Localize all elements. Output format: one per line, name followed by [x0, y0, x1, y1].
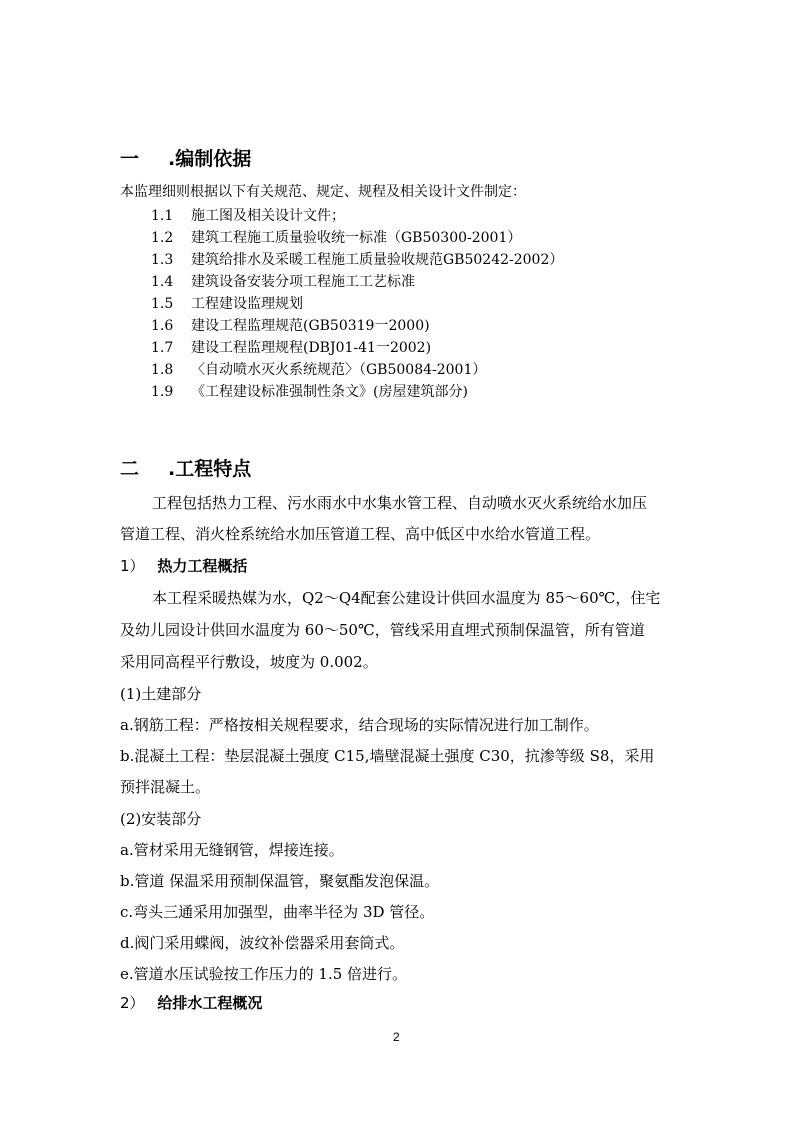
section-2-title: .工程特点	[168, 458, 252, 480]
heating-paragraph-line: 及幼儿园设计供回水温度为 60～50℃，管线采用直埋式预制保温管，所有管道	[120, 621, 645, 639]
install-item-b: b.管道 保温采用预制保温管，聚氨酯发泡保温。	[120, 872, 440, 890]
section-2-heading	[120, 457, 251, 481]
reference-item-number: 1.7	[151, 340, 174, 356]
reference-item-number: 1.8	[151, 362, 174, 378]
subsection-2-number: 2）	[120, 994, 145, 1012]
reference-list-item	[151, 249, 563, 271]
reference-item-text: 建设工程监理规程(DBJ01-41一2002)	[191, 340, 432, 356]
subsection-1-number: 1）	[120, 557, 145, 575]
heating-paragraph-line: 本工程采暖热媒为水，Q2～Q4配套公建设计供回水温度为 85～60℃，住宅	[152, 589, 661, 607]
reference-item-text: 《工程建设标准强制性条文》(房屋建筑部分)	[191, 384, 468, 400]
civil-item-b: b.混凝土工程：垫层混凝土强度 C15,墙壁混凝土强度 C30，抗渗等级 S8，采用	[120, 747, 655, 765]
section-1-heading	[120, 147, 251, 171]
reference-item-number: 1.9	[151, 384, 174, 400]
reference-item-text: 建筑工程施工质量验收统一标准（GB50300-2001）	[191, 230, 522, 246]
install-item-d: d.阀门采用蝶阀，波纹补偿器采用套筒式。	[120, 934, 405, 952]
reference-item-text: 建筑设备安装分项工程施工工艺标准	[191, 274, 415, 290]
install-part-heading: (2)安装部分	[120, 810, 202, 828]
reference-item-number: 1.3	[151, 252, 174, 268]
section-2-paragraph-line: 管道工程、消火栓系统给水加压管道工程、高中低区中水给水管道工程。	[120, 525, 601, 543]
reference-list-item	[151, 271, 415, 293]
subsection-2-heading	[120, 992, 262, 1014]
reference-list-item	[151, 381, 468, 403]
install-item-c: c.弯头三通采用加强型，曲率半径为 3D 管径。	[120, 903, 435, 921]
reference-item-text: 〈自动喷水灭火系统规范〉（GB50084-2001）	[191, 362, 487, 378]
reference-item-text: 建设工程监理规范(GB50319一2000)	[191, 318, 430, 334]
heating-paragraph-line: 采用同高程平行敷设，坡度为 0.002。	[120, 653, 378, 671]
reference-item-number: 1.6	[151, 318, 174, 334]
civil-item-b-continued: 预拌混凝土。	[120, 778, 211, 796]
install-item-e: e.管道水压试验按工作压力的 1.5 倍进行。	[120, 965, 408, 983]
install-item-a: a.管材采用无缝钢管，焊接连接。	[120, 841, 344, 859]
reference-list-item	[151, 337, 431, 359]
subsection-1-heading	[120, 555, 247, 577]
civil-item-a: a.钢筋工程：严格按相关规程要求，结合现场的实际情况进行加工制作。	[120, 716, 599, 734]
reference-list-item	[151, 293, 303, 315]
section-1-intro: 本监理细则根据以下有关规范、规定、规程及相关设计文件制定：	[120, 184, 526, 200]
reference-item-number: 1.1	[151, 208, 174, 224]
reference-item-number: 1.5	[151, 296, 174, 312]
reference-item-text: 建筑给排水及采暖工程施工质量验收规范GB50242-2002）	[191, 252, 564, 268]
section-1-title: .编制依据	[168, 148, 252, 170]
section-2-number: 二	[120, 458, 140, 480]
reference-list-item	[151, 227, 521, 249]
section-1-number: 一	[120, 148, 140, 170]
civil-part-heading: (1)土建部分	[120, 685, 202, 703]
subsection-2-title: 给排水工程概况	[157, 994, 263, 1012]
reference-item-number: 1.4	[151, 274, 174, 290]
reference-item-number: 1.2	[151, 230, 174, 246]
reference-item-text: 施工图及相关设计文件；	[191, 208, 345, 224]
subsection-1-title: 热力工程概括	[157, 557, 248, 575]
reference-list-item	[151, 315, 430, 337]
reference-item-text: 工程建设监理规划	[191, 296, 303, 312]
section-2-paragraph-line: 工程包括热力工程、污水雨水中水集水管工程、自动喷水灭火系统给水加压	[152, 494, 648, 512]
reference-list-item	[151, 205, 345, 227]
page-number: 2	[393, 1030, 400, 1044]
reference-list-item	[151, 359, 486, 381]
